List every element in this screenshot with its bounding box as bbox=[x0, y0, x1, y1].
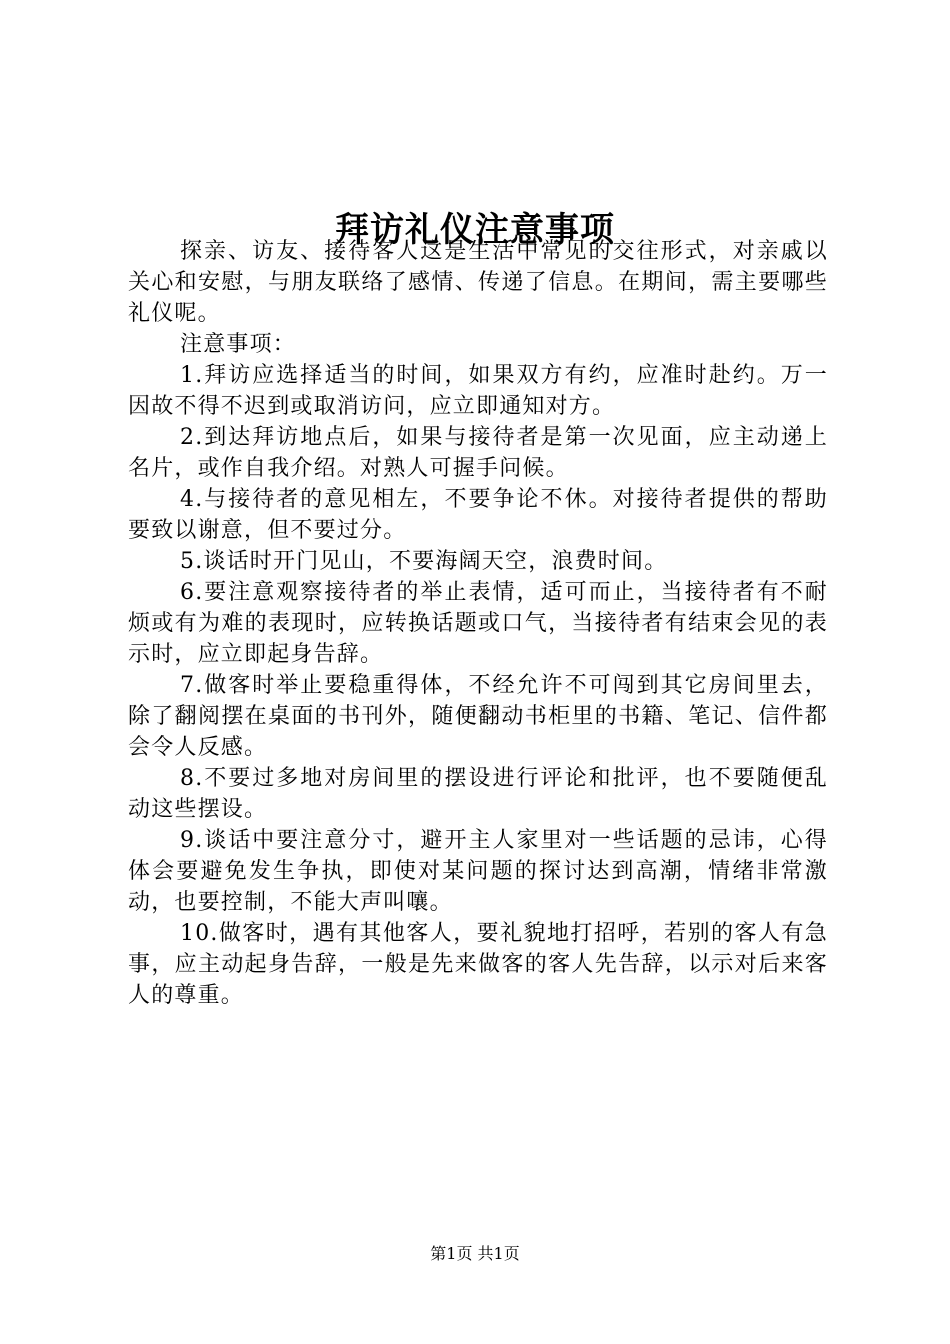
paragraph-item-4: 4.与接待者的意见相左，不要争论不休。对接待者提供的帮助要致以谢意，但不要过分。 bbox=[128, 487, 828, 543]
page-footer: 第1页 共1页 bbox=[430, 1244, 520, 1263]
paragraph-item-1: 1.拜访应选择适当的时间，如果双方有约，应准时赴约。万一因故不得不迟到或取消访问，应立即通知对方。 bbox=[128, 363, 828, 419]
paragraph-notes-heading: 注意事项： bbox=[180, 332, 297, 357]
paragraph-item-6: 6.要注意观察接待者的举止表情，适可而止，当接待者有不耐烦或有为难的表现时，应转换话题或口气，当接待者有结束会见的表示时，应立即起身告辞。 bbox=[128, 580, 828, 667]
paragraph-item-10: 10.做客时，遇有其他客人，要礼貌地打招呼，若别的客人有急事，应主动起身告辞，一般是先来做客的客人先告辞，以示对后来客人的尊重。 bbox=[128, 921, 828, 1008]
paragraph-item-5: 5.谈话时开门见山，不要海阔天空，浪费时间。 bbox=[180, 549, 668, 574]
paragraph-item-2: 2.到达拜访地点后，如果与接待者是第一次见面，应主动递上名片，或作自我介绍。对熟人可握手问候。 bbox=[128, 425, 828, 481]
paragraph-item-8: 8.不要过多地对房间里的摆设进行评论和批评，也不要随便乱动这些摆设。 bbox=[128, 766, 828, 822]
document-title: 拜访礼仪注意事项 bbox=[335, 209, 615, 250]
document-body bbox=[128, 236, 828, 1011]
paragraph-intro: 探亲、访友、接待客人这是生活中常见的交往形式，对亲戚以关心和安慰，与朋友联络了感情、传递了信息。在期间，需主要哪些礼仪呢。 bbox=[128, 239, 828, 326]
paragraph-item-7: 7.做客时举止要稳重得体，不经允许不可闯到其它房间里去，除了翻阅摆在桌面的书刊外，随便翻动书柜里的书籍、笔记、信件都会令人反感。 bbox=[128, 673, 828, 760]
paragraph-item-9: 9.谈话中要注意分寸，避开主人家里对一些话题的忌讳，心得体会要避免发生争执，即使对某问题的探讨达到高潮，情绪非常激动，也要控制，不能大声叫嚷。 bbox=[128, 828, 828, 915]
